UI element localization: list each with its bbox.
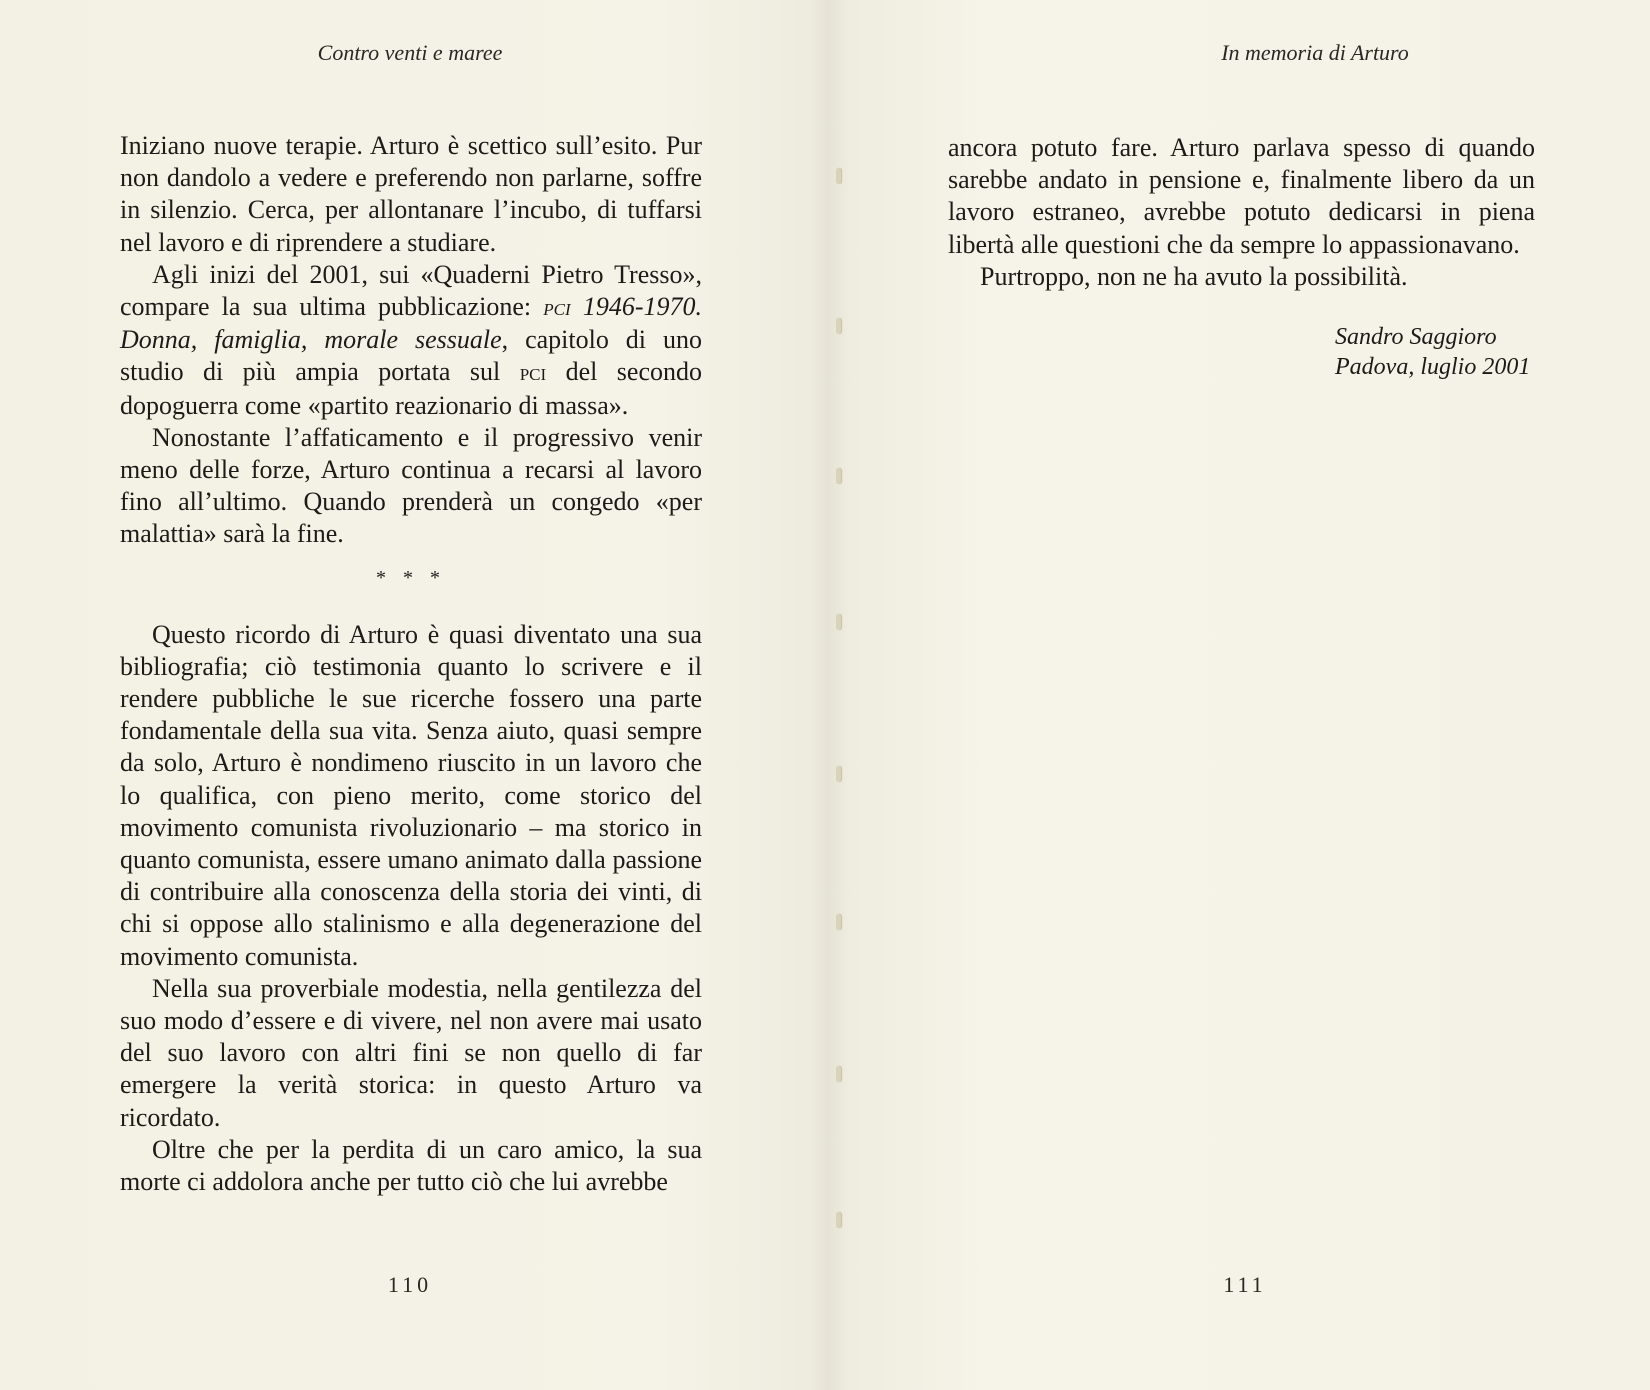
left-page-number: 110 bbox=[387, 1272, 433, 1297]
title-text: 1946-1970. Donna, famiglia, morale sessuale bbox=[120, 292, 702, 355]
section-break-asterisks: * * * bbox=[376, 566, 446, 589]
left-body-text bbox=[120, 130, 702, 1198]
right-running-head: In memoria di Arturo bbox=[1221, 40, 1409, 65]
left-running-head: Contro venti e maree bbox=[317, 40, 503, 65]
text-run: Agli inizi del 2001, sui «Quaderni Pietro Tresso», compare la sua ultima pubblicazione: bbox=[120, 259, 702, 322]
right-page bbox=[825, 0, 1650, 1390]
right-page-number: 111 bbox=[1223, 1272, 1267, 1297]
paragraph: Purtroppo, non ne ha avuto la possibilità. bbox=[980, 261, 1408, 291]
acronym: pci bbox=[543, 294, 571, 322]
paragraph bbox=[120, 259, 702, 422]
signature-place-date: Padova, luglio 2001 bbox=[1335, 354, 1531, 380]
paragraph: Oltre che per la perdita di un caro amico, la sua morte ci addolora anche per tutto ciò che lui avrebbe bbox=[120, 1134, 702, 1197]
section-break bbox=[120, 563, 702, 593]
signature-name: Sandro Saggioro bbox=[1335, 324, 1497, 350]
paragraph: Iniziano nuove terapie. Arturo è scettico sull’esito. Pur non dandolo a vedere e preferendo non parlarne, soffre in silenzio. Cerca, per allontanare l’incubo, di tuffarsi nel lavoro e di riprendere a studiare. bbox=[120, 131, 702, 257]
text-run: del secondo dopoguerra come «partito reazionario di massa». bbox=[120, 357, 702, 420]
paragraph: Nella sua proverbiale modestia, nella gentilezza del suo modo d’essere e di vivere, nel non avere mai usato del suo lavoro con altri fini se non quello di far emergere la verità storica: in questo Arturo va ricordato. bbox=[120, 973, 702, 1132]
signature-block bbox=[1335, 322, 1530, 382]
paragraph: Nonostante l’affaticamento e il progressivo venir meno delle forze, Arturo continua a recarsi al lavoro fino all’ultimo. Quando prenderà un congedo «per malattia» sarà la fine. bbox=[120, 422, 702, 549]
paragraph: Questo ricordo di Arturo è quasi diventato una sua bibliografia; ciò testimonia quanto lo scrivere e il rendere pubbliche le sue ricerche fossero una parte fondamentale della sua vita. Senza aiuto, quasi sempre da solo, Arturo è nondimeno riuscito in un lavoro che lo qualifica, con pieno merito, come storico del movimento comunista rivoluzionario – ma storico in quanto comunista, essere umano animato dalla passione di contribuire alla conoscenza della storia dei vinti, di chi si oppose allo stalinismo e alla degenerazione del movimento comunista. bbox=[120, 619, 702, 971]
paragraph: ancora potuto fare. Arturo parlava spesso di quando sarebbe andato in pensione e, finalmente libero da un lavoro estraneo, avrebbe potuto dedicarsi in piena libertà alle questioni che da sempre lo appassionavano. bbox=[948, 133, 1535, 259]
text-run: , capitolo di uno studio di più ampia portata sul bbox=[120, 325, 702, 387]
acronym: pci bbox=[519, 359, 547, 387]
right-body-text bbox=[948, 132, 1535, 293]
